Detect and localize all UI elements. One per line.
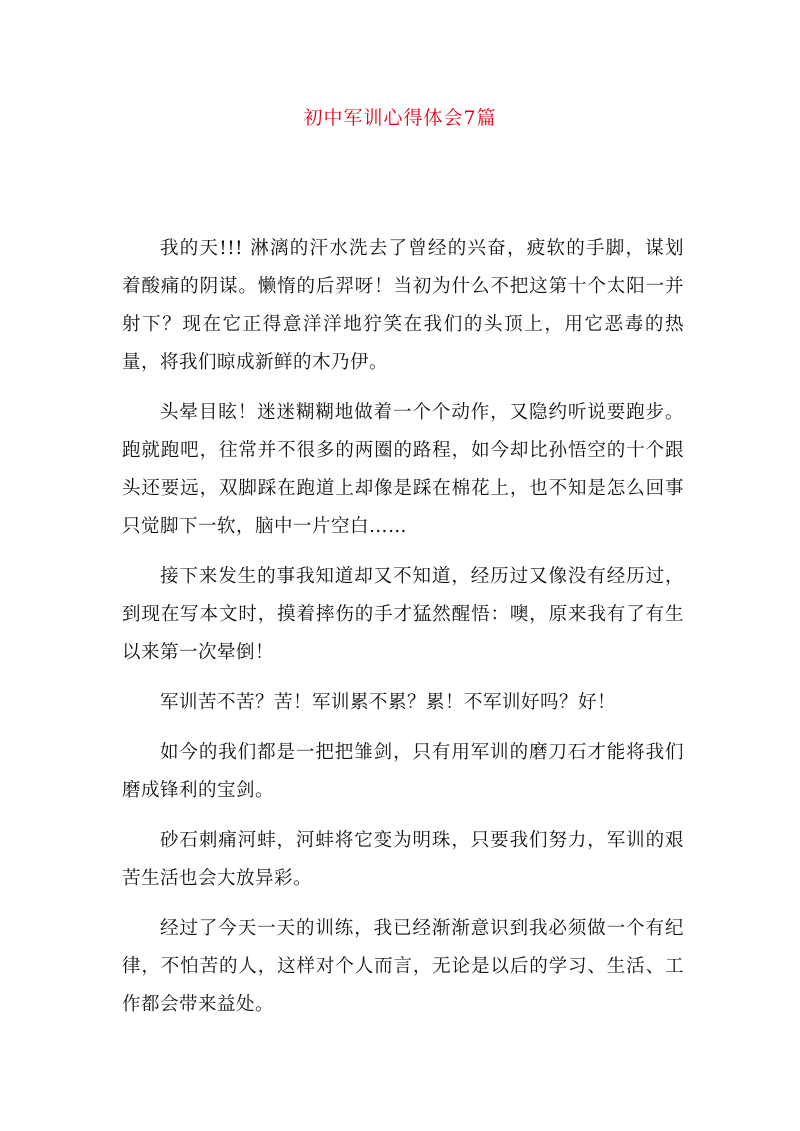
- paragraph: 砂石刺痛河蚌，河蚌将它变为明珠，只要我们努力，军训的艰苦生活也会大放异彩。: [122, 830, 684, 889]
- paragraph: 头晕目眩！迷迷糊糊地做着一个个动作，又隐约听说要跑步。跑就跑吧，往常并不很多的两圈的路程，如今却比孙悟空的十个跟头还要远，双脚踩在跑道上却像是踩在棉花上，也不知是怎么回事只觉脚下一软，脑中一片空白……: [122, 402, 684, 537]
- paragraph: 接下来发生的事我知道却又不知道，经历过又像没有经历过，到现在写本文时，摸着摔伤的手才猛然醒悟：噢，原来我有了有生以来第一次晕倒！: [122, 566, 684, 663]
- paragraph: 如今的我们都是一把把雏剑，只有用军训的磨刀石才能将我们磨成锋利的宝剑。: [122, 742, 684, 801]
- paragraph: 经过了今天一天的训练，我已经渐渐意识到我必须做一个有纪律，不怕苦的人，这样对个人而言，无论是以后的学习、生活、工作都会带来益处。: [122, 918, 684, 1015]
- document-body: [122, 230, 684, 1036]
- document-title: 初中军训心得体会7篇: [303, 107, 497, 129]
- paragraph: 军训苦不苦？苦！军训累不累？累！不军训好吗？好！: [160, 692, 617, 713]
- paragraph: 我的天!!! 淋漓的汗水洗去了曾经的兴奋，疲软的手脚，谋划着酸痛的阴谋。懒惰的后羿呀！当初为什么不把这第十个太阳一并射下？现在它正得意洋洋地狞笑在我们的头顶上，用它恶毒的热量，将我们晾成新鲜的木乃伊。: [122, 238, 684, 373]
